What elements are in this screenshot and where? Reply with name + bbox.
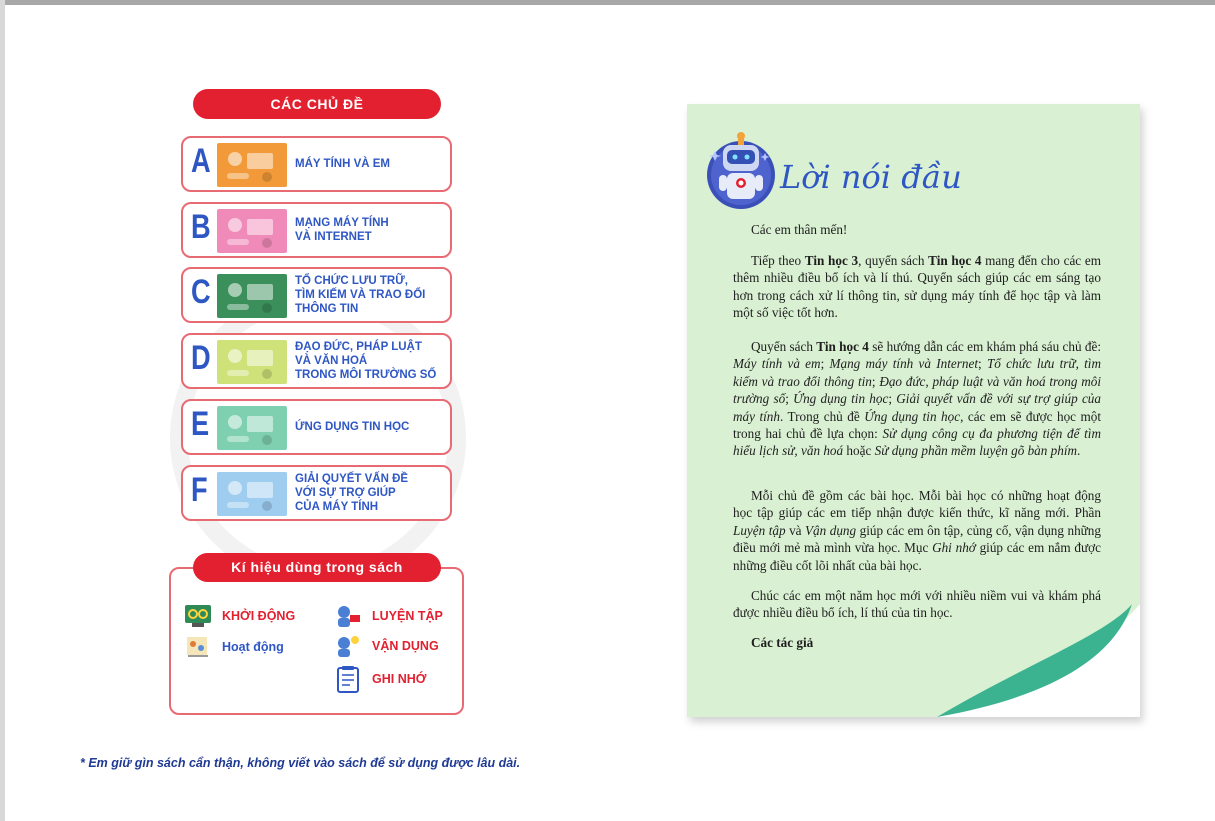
topic-letter: E — [191, 405, 210, 443]
topic-thumbnail-image — [217, 340, 287, 384]
preface-paragraph-4: Chúc các em một năm học mới với nhiều niềm vui và khám phá được nhiều điều bổ ích, lí thú của tin học. — [733, 588, 1101, 621]
hoat-dong-label: Hoạt động — [222, 640, 284, 654]
legend-van-dung — [334, 633, 439, 659]
topic-letter: F — [191, 471, 208, 509]
topic-letter: C — [191, 273, 211, 311]
topic-label: MÁY TÍNH VÀ EM — [295, 158, 390, 170]
preface-greeting: Các em thân mến! — [751, 222, 848, 237]
van-dung-icon — [334, 633, 362, 659]
topic-label: ĐẠO ĐỨC, PHÁP LUẬT VÀ VĂN HOÁ TRONG MÔI TRƯỜNG SỐ — [295, 341, 437, 381]
preface-title: Lời nói đầu — [780, 158, 962, 196]
footer-note: * Em giữ gìn sách cẩn thận, không viết vào sách để sử dụng được lâu dài. — [80, 756, 521, 770]
topic-thumbnail-image — [217, 406, 287, 450]
ghi-nho-label: GHI NHỚ — [372, 672, 427, 686]
luyen-tap-icon — [334, 603, 362, 629]
topic-label: GIẢI QUYẾT VẤN ĐỀ VỚI SỰ TRỢ GIÚP CỦA MÁY TÍNH — [295, 473, 409, 513]
topic-letter: D — [191, 339, 211, 377]
luyen-tap-label: LUYỆN TẬP — [372, 609, 443, 623]
top-border — [0, 0, 1215, 5]
topic-c — [181, 267, 452, 323]
legend-ghi-nho — [334, 666, 426, 692]
legend-header: Kí hiệu dùng trong sách — [193, 553, 441, 582]
topic-label: MẠNG MÁY TÍNH VÀ INTERNET — [295, 217, 389, 243]
topic-thumbnail-image — [217, 209, 287, 253]
van-dung-label: VẬN DỤNG — [372, 639, 439, 653]
topic-b — [181, 202, 452, 258]
topic-thumbnail-image — [217, 274, 287, 318]
khoi-dong-label: KHỞI ĐỘNG — [222, 609, 296, 623]
topic-label: ỨNG DỤNG TIN HỌC — [295, 421, 410, 433]
legend-khoi-dong — [184, 603, 295, 629]
topic-f — [181, 465, 452, 521]
left-border — [0, 0, 5, 821]
preface-paragraph-2: Quyển sách Tin học 4 sẽ hướng dẫn các em khám phá sáu chủ đề: Máy tính và em; Mạng máy tính và Internet; Tổ chức lưu trữ, tìm kiếm và trao đổi thông tin; Đạo đức, pháp luật và văn hoá trong môi trường số; Ứng dụng tin học; Giải quyết vấn đề với sự trợ giúp của máy tính. Trong chủ đề Ứng dụng tin học, các em sẽ được học một trong hai chủ đề lựa chọn: Sử dụng công cụ đa phương tiện để tìm hiểu lịch sử, văn hoá hoặc Sử dụng phần mềm luyện gõ bàn phím. — [733, 339, 1102, 459]
topic-thumbnail-image — [217, 143, 287, 187]
legend-luyen-tap — [334, 603, 443, 629]
robot-icon — [705, 131, 777, 211]
topic-label: TỔ CHỨC LƯU TRỮ, TÌM KIẾM VÀ TRAO ĐỔI THÔNG TIN — [295, 275, 426, 315]
preface-signature: Các tác giả — [751, 635, 814, 650]
hoat-dong-icon — [184, 634, 212, 660]
khoi-dong-icon — [184, 603, 212, 629]
topic-e — [181, 399, 452, 455]
preface-paragraph-3: Mỗi chủ đề gồm các bài học. Mỗi bài học có những hoạt động học tập giúp các em tiếp nhận được kiến thức, kĩ năng mới. Phần Luyện tập và Vận dụng giúp các em ôn tập, củng cố, vận dụng những điều mới mẻ mà mình vừa học. Mục Ghi nhớ giúp các em nắm được những điều cốt lõi nhất của bài học. — [733, 488, 1101, 573]
topic-thumbnail-image — [217, 472, 287, 516]
ghi-nho-icon — [334, 666, 362, 692]
preface-paragraph-1: Tiếp theo Tin học 3, quyển sách Tin học 4 mang đến cho các em thêm nhiều điều bổ ích và lí thú. Quyển sách giúp các em sáng tạo hơn trong cách xử lí thông tin, sử dụng máy tính để học tập và làm một số việc tốt hơn. — [733, 253, 1101, 321]
topic-letter: B — [191, 208, 211, 246]
topic-a — [181, 136, 452, 192]
legend-hoat-dong — [184, 634, 284, 660]
topic-letter: A — [191, 142, 211, 180]
topic-d — [181, 333, 452, 389]
topics-header: CÁC CHỦ ĐỀ — [193, 89, 441, 119]
